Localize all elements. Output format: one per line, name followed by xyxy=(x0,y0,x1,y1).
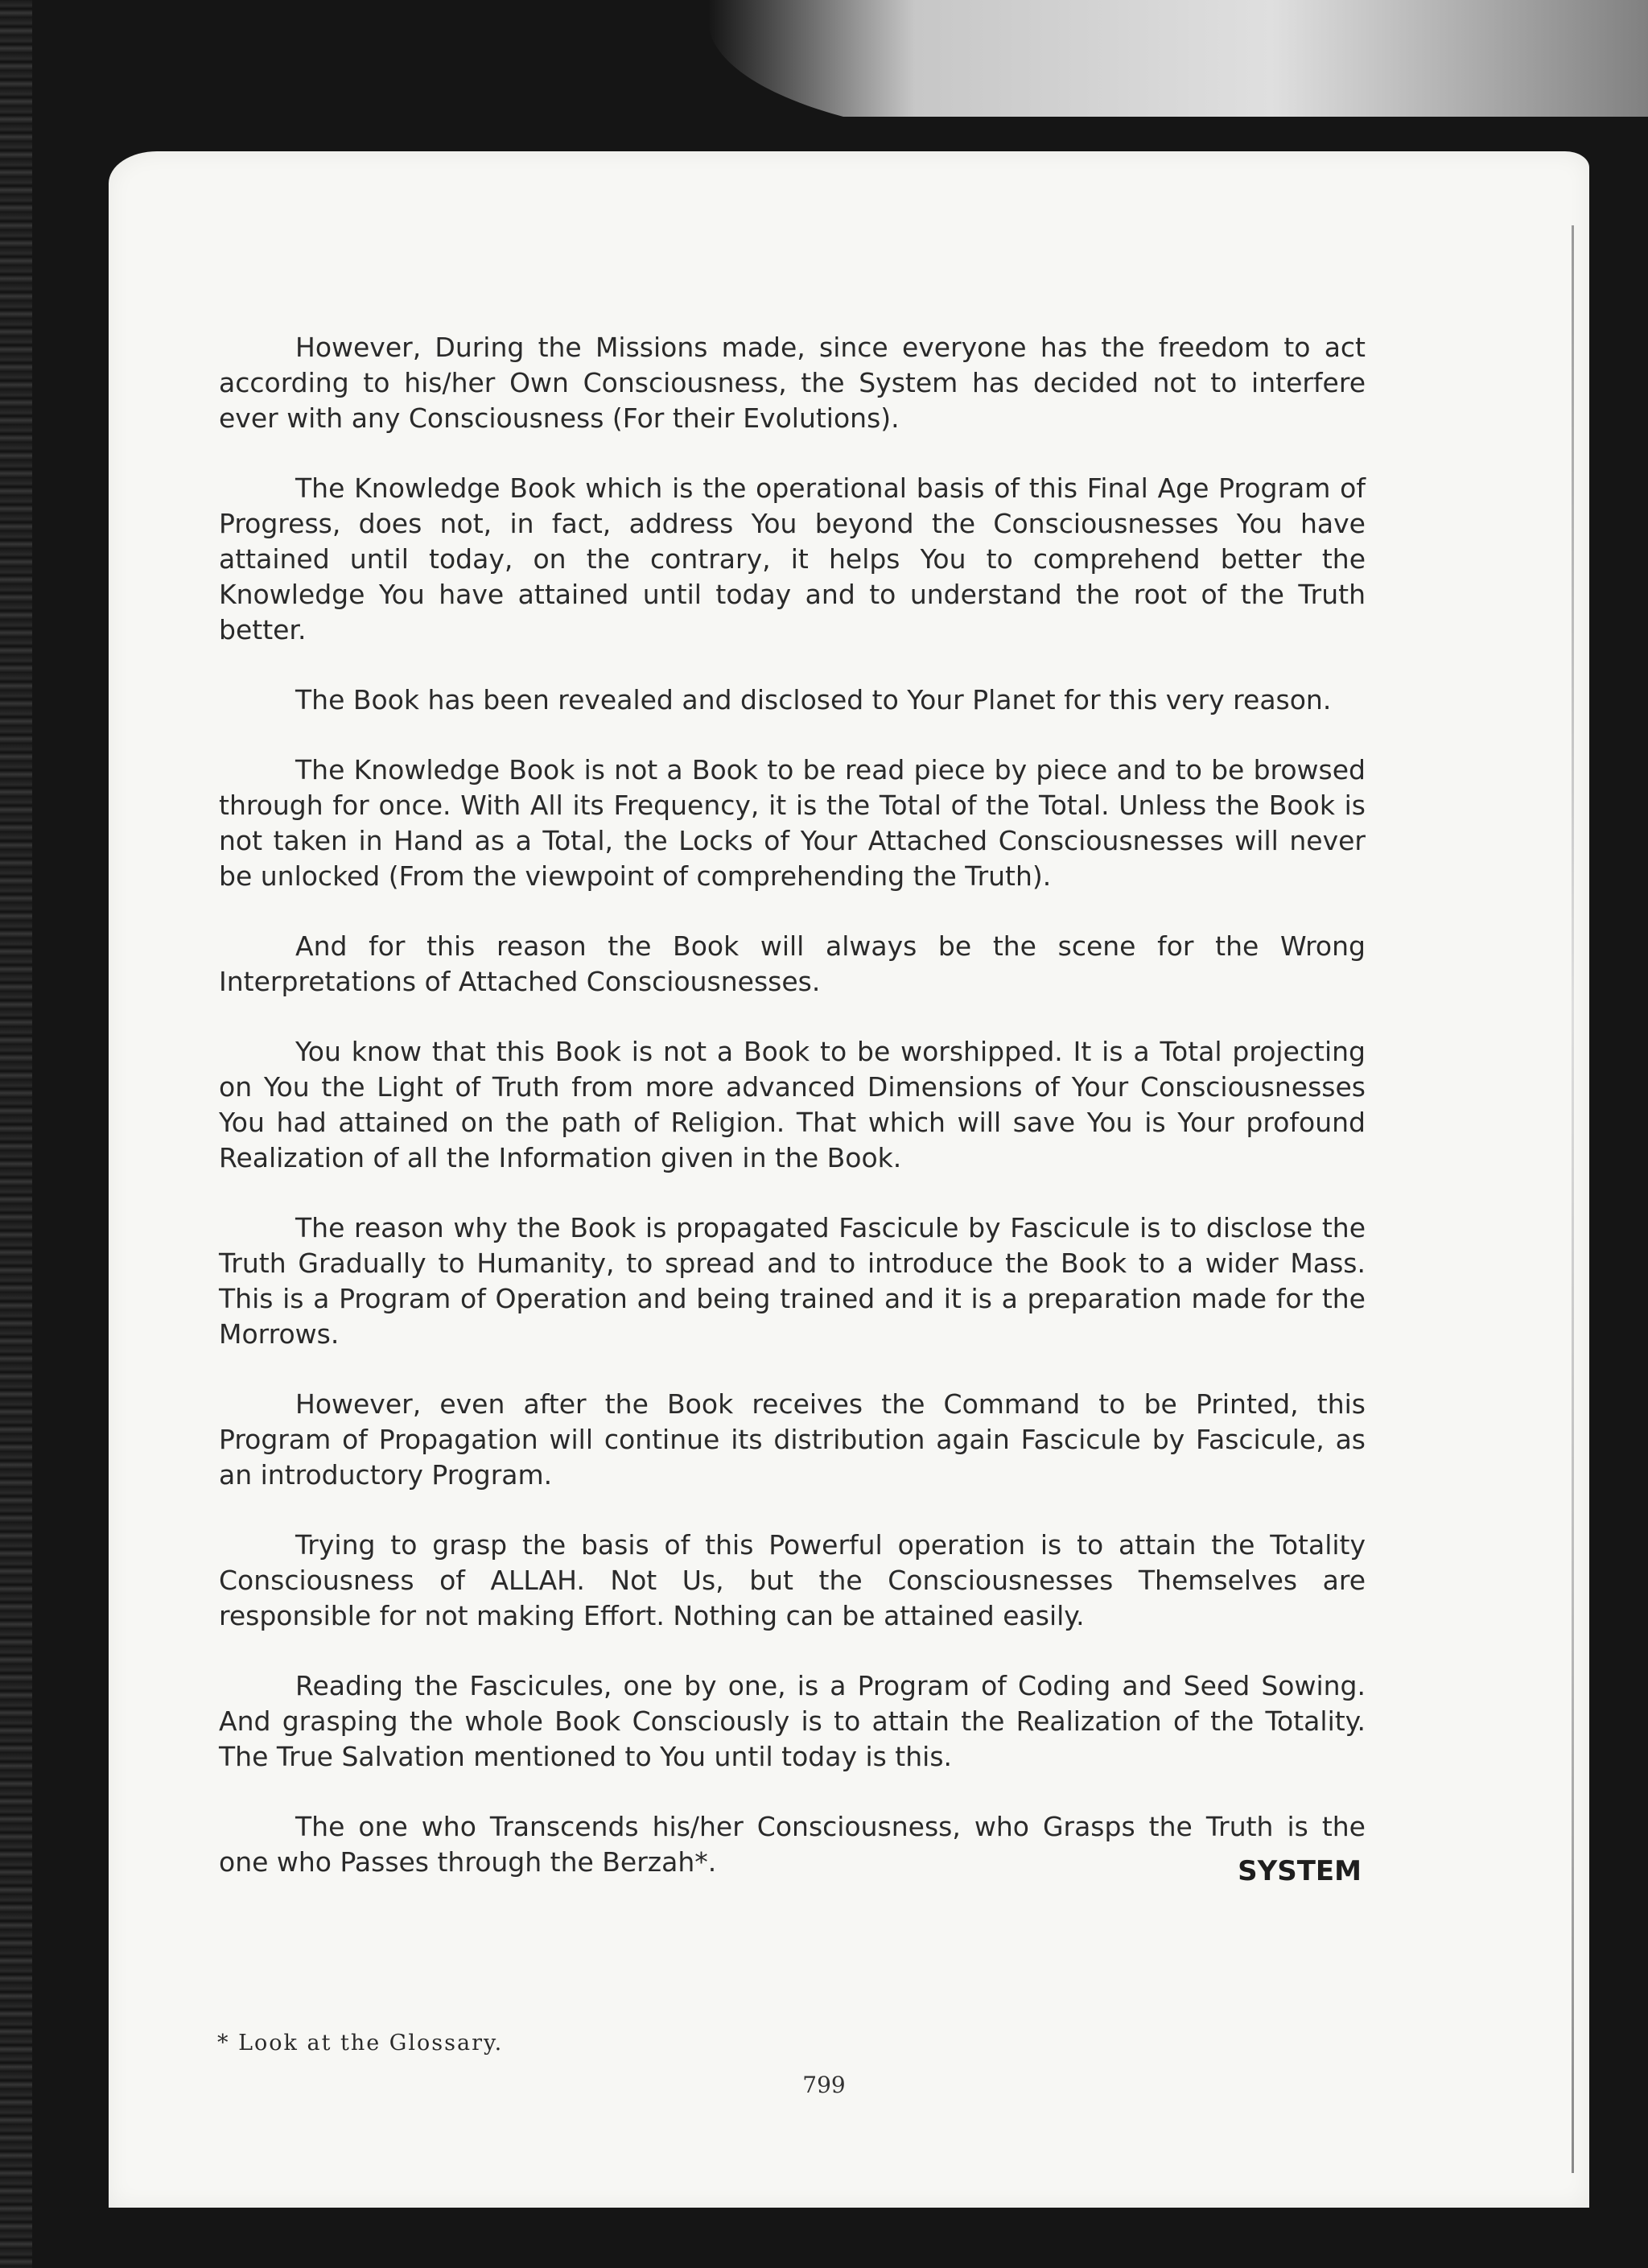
paragraph: However, even after the Book receives the Command to be Printed, this Program of Propagation will continue its distribution again Fascicule by Fascicule, as an introductory Program. xyxy=(219,1388,1366,1491)
paragraph: Trying to grasp the basis of this Powerful operation is to attain the Totality Consciousness of ALLAH. Not Us, but the Consciousnesses Themselves are responsible for not making Effort. Nothing can be attained easily. xyxy=(219,1529,1366,1631)
page-edge-line xyxy=(1572,225,1574,2173)
paragraph: The reason why the Book is propagated Fascicule by Fascicule is to disclose the Truth Gradually to Humanity, to spread and to introduce the Book to a wider Mass. This is a Program of Operation and being trained and it is a preparation made for the Morrows. xyxy=(219,1212,1366,1350)
paragraph: The Knowledge Book is not a Book to be read piece by piece and to be browsed through for once. With All its Frequency, it is the Total of the Total. Unless the Book is not taken in Hand as a Total, the Locks of Your Attached Consciousnesses will never be unlocked (From the viewpoint of comprehending the Truth). xyxy=(219,754,1366,892)
body-text xyxy=(219,330,1366,1915)
paragraph: However, During the Missions made, since everyone has the freedom to act according to his/her Own Consciousness, the System has decided not to interfere ever with any Consciousness (For their Evolutions). xyxy=(219,332,1366,434)
page-number: 799 xyxy=(802,2072,846,2098)
book-spine-shadow xyxy=(0,0,32,2268)
paragraph: You know that this Book is not a Book to be worshipped. It is a Total projecting on You the Light of Truth from more advanced Dimensions of Your Consciousnesses You had attained on the path of Religion. That which will save You is Your profound Realization of all the Information given in the Book. xyxy=(219,1036,1366,1173)
scan-edge-smudge xyxy=(708,0,1648,141)
paragraph: Reading the Fascicules, one by one, is a Program of Coding and Seed Sowing. And grasping the whole Book Consciously is to attain the Realization of the Totality. The True Salvation mentioned to You until today is this. xyxy=(219,1670,1366,1772)
signature: SYSTEM xyxy=(1238,1855,1362,1887)
paragraph: And for this reason the Book will always be the scene for the Wrong Interpretations of Attached Consciousnesses. xyxy=(219,930,1366,997)
footnote: * Look at the Glossary. xyxy=(217,2031,504,2056)
paragraph: The Book has been revealed and disclosed to Your Planet for this very reason. xyxy=(295,684,1332,715)
paragraph: The Knowledge Book which is the operational basis of this Final Age Program of Progress, does not, in fact, address You beyond the Consciousnesses You have attained until today, on the contrary, it helps You to comprehend better the Knowledge You have attained until today and to understand the root of the Truth better. xyxy=(219,472,1366,645)
paragraph: The one who Transcends his/her Consciousness, who Grasps the Truth is the one who Passes through the Berzah*. xyxy=(219,1811,1366,1878)
